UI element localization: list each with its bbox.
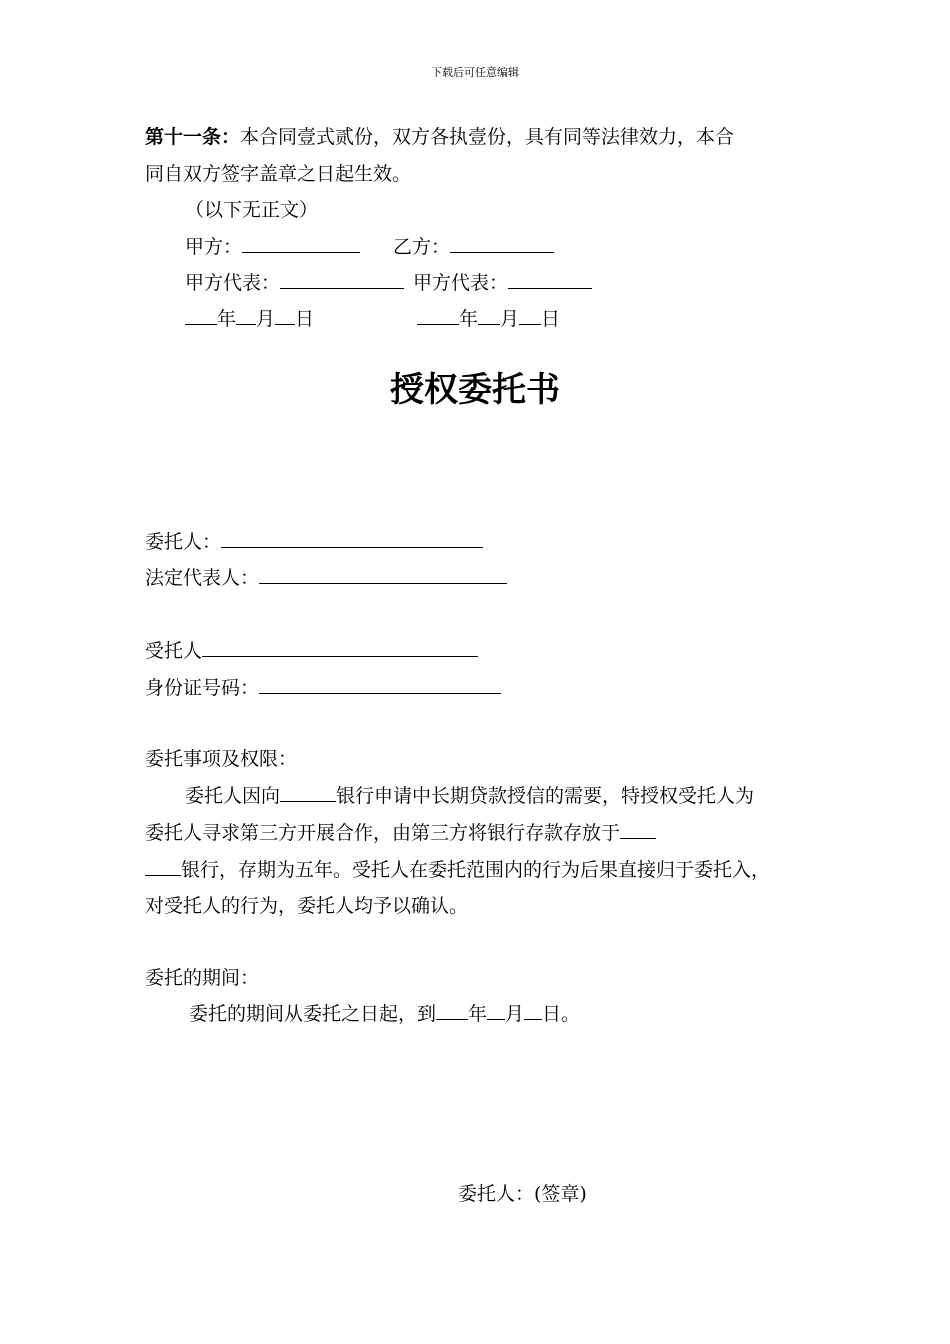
rep-a-blank[interactable]	[280, 270, 404, 289]
document-title: 授权委托书	[390, 370, 560, 410]
party-a-blank[interactable]	[242, 234, 360, 253]
rep-b-label: 甲方代表：	[413, 272, 509, 294]
no-text-note: （以下无正文）	[185, 199, 319, 221]
bank-blank-2b[interactable]	[145, 857, 181, 876]
scope-text-3: 银行，存期为五年。受托人在委托范围内的行为后果直接归于委托入，	[181, 859, 771, 881]
legal-rep-blank[interactable]	[259, 565, 507, 584]
article-label: 第十一条：	[145, 126, 241, 148]
signature-line: 委托人：(签章)	[458, 1183, 587, 1205]
scope-heading: 委托事项及权限：	[145, 748, 298, 770]
date-b-line	[417, 306, 560, 331]
scope-text-2: 委托人寻求第三方开展合作，由第三方将银行存款存放于	[145, 822, 621, 844]
rep-a-label: 甲方代表：	[185, 272, 281, 294]
page-header: 下载后可任意编辑	[431, 66, 519, 79]
date-b-year-blank[interactable]	[417, 306, 459, 325]
agent-blank[interactable]	[202, 638, 478, 657]
id-label: 身份证号码：	[145, 677, 260, 699]
legal-rep-label: 法定代表人：	[145, 567, 260, 589]
rep-a-line	[185, 270, 404, 295]
scope-text-1b: 银行申请中长期贷款授信的需要，特授权受托人为	[336, 785, 755, 807]
date-a-month-blank[interactable]	[236, 306, 256, 325]
agent-label: 受托人	[145, 640, 203, 662]
rep-b-blank[interactable]	[508, 270, 592, 289]
date-a-year-blank[interactable]	[185, 306, 217, 325]
date-b-year: 年	[459, 308, 479, 330]
date-a-month: 月	[256, 308, 276, 330]
period-year-blank[interactable]	[436, 1001, 468, 1020]
scope-line-2	[145, 820, 656, 845]
bank-blank-2a[interactable]	[620, 820, 656, 839]
period-heading: 委托的期间：	[145, 967, 260, 989]
agent-line	[145, 638, 478, 663]
article-line-1	[145, 125, 734, 149]
id-line	[145, 675, 501, 700]
scope-line-4: 对受托人的行为，委托人均予以确认。	[145, 895, 469, 917]
article-text-1: 本合同壹式贰份，双方各执壹份，具有同等法律效力，本合	[240, 126, 735, 148]
party-a-line	[185, 234, 360, 259]
id-blank[interactable]	[259, 675, 501, 694]
scope-text-1a: 委托人因向	[185, 785, 281, 807]
period-day-blank[interactable]	[524, 1001, 542, 1020]
party-b-blank[interactable]	[450, 234, 554, 253]
principal-blank[interactable]	[221, 529, 483, 548]
party-b-label: 乙方：	[393, 236, 451, 258]
principal-label: 委托人：	[145, 531, 222, 553]
date-a-line	[185, 306, 314, 331]
date-a-year: 年	[217, 308, 237, 330]
party-b-line	[393, 234, 554, 259]
date-b-month: 月	[500, 308, 520, 330]
scope-line-1	[185, 783, 754, 808]
principal-line	[145, 529, 483, 554]
legal-rep-line	[145, 565, 507, 590]
article-line-2: 同自双方签字盖章之日起生效。	[145, 163, 412, 185]
period-year: 年	[468, 1003, 488, 1025]
period-month: 月	[505, 1003, 525, 1025]
date-a-day: 日	[295, 308, 315, 330]
date-b-month-blank[interactable]	[478, 306, 500, 325]
period-month-blank[interactable]	[487, 1001, 505, 1020]
period-day: 日。	[542, 1003, 581, 1025]
date-b-day: 日	[541, 308, 561, 330]
bank-blank-1[interactable]	[280, 783, 336, 802]
party-a-label: 甲方：	[185, 236, 243, 258]
scope-line-3	[145, 857, 770, 882]
period-line	[189, 1001, 580, 1026]
period-text: 委托的期间从委托之日起，到	[189, 1003, 437, 1025]
date-b-day-blank[interactable]	[519, 306, 541, 325]
date-a-day-blank[interactable]	[275, 306, 295, 325]
rep-b-line	[413, 270, 592, 295]
